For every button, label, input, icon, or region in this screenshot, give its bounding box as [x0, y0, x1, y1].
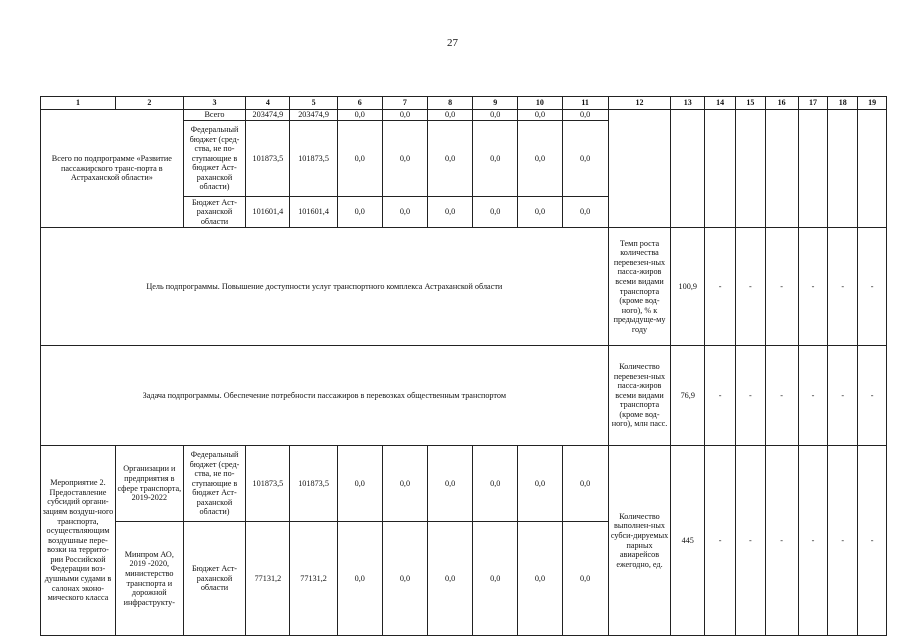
amount-cell: 0,0	[518, 121, 562, 197]
amount-cell: 0,0	[337, 121, 382, 197]
amount-cell: 203474,9	[290, 110, 337, 121]
header-row	[41, 97, 887, 110]
amount-cell: 0,0	[473, 446, 518, 522]
amount-cell: 0,0	[428, 446, 473, 522]
program-table	[40, 96, 887, 636]
amount-cell: 101873,5	[246, 121, 290, 197]
col-header: 9	[473, 97, 518, 110]
col-header: 19	[858, 97, 887, 110]
empty-cell	[765, 110, 798, 228]
dash-cell: -	[798, 446, 828, 636]
col-header: 5	[290, 97, 337, 110]
subprogram-task: Задача подпрограммы. Обеспечение потребности пассажиров в перевозках общественным транспортом	[41, 346, 609, 446]
dash-cell: -	[735, 346, 765, 446]
indicator-value: 445	[671, 446, 705, 636]
amount-cell: 0,0	[518, 446, 562, 522]
amount-cell: 0,0	[562, 446, 608, 522]
amount-cell: 101873,5	[290, 446, 337, 522]
measure-title: Мероприятие 2. Предоставление субсидий органи-зациям воздуш-ного транспорта, осуществляющим воздушные пере-возки на террито-рии Российской Федерации воз-душными судами в салонах эконо-мического класса	[41, 446, 116, 636]
amount-cell: 0,0	[382, 446, 427, 522]
amount-cell: 0,0	[562, 522, 608, 636]
dash-cell: -	[798, 346, 828, 446]
dash-cell: -	[828, 228, 858, 346]
empty-cell	[735, 110, 765, 228]
amount-cell: 0,0	[473, 121, 518, 197]
dash-cell: -	[735, 228, 765, 346]
amount-cell: 0,0	[473, 110, 518, 121]
table-row	[41, 110, 887, 121]
funding-source: Бюджет Аст-раханской области	[183, 197, 246, 228]
amount-cell: 0,0	[382, 121, 427, 197]
amount-cell: 0,0	[562, 121, 608, 197]
amount-cell: 77131,2	[246, 522, 290, 636]
dash-cell: -	[765, 346, 798, 446]
col-header: 17	[798, 97, 828, 110]
empty-cell	[858, 110, 887, 228]
dash-cell: -	[858, 446, 887, 636]
dash-cell: -	[705, 346, 736, 446]
amount-cell: 0,0	[562, 110, 608, 121]
amount-cell: 0,0	[428, 110, 473, 121]
dash-cell: -	[798, 228, 828, 346]
col-header: 11	[562, 97, 608, 110]
col-header: 7	[382, 97, 427, 110]
empty-cell	[705, 110, 736, 228]
amount-cell: 101873,5	[290, 121, 337, 197]
indicator-cell: Количество выполнен-ных субси-дируемых парных авиарейсов ежегодно, ед.	[608, 446, 671, 636]
col-header: 10	[518, 97, 562, 110]
amount-cell: 101601,4	[246, 197, 290, 228]
funding-source: Бюджет Аст-раханской области	[183, 522, 246, 636]
col-header: 8	[428, 97, 473, 110]
dash-cell: -	[828, 446, 858, 636]
empty-cell	[608, 110, 671, 228]
subprogram-goal: Цель подпрограммы. Повышение доступности услуг транспортного комплекса Астраханской области	[41, 228, 609, 346]
amount-cell: 0,0	[382, 522, 427, 636]
measure-row	[41, 446, 887, 522]
dash-cell: -	[705, 228, 736, 346]
dash-cell: -	[858, 228, 887, 346]
amount-cell: 0,0	[518, 522, 562, 636]
empty-cell	[798, 110, 828, 228]
page-number: 27	[447, 37, 458, 49]
subprogram-total-label: Всего по подпрограмме «Развитие пассажирского транс-порта в Астраханской области»	[41, 110, 184, 228]
dash-cell: -	[828, 346, 858, 446]
col-header: 6	[337, 97, 382, 110]
amount-cell: 0,0	[428, 121, 473, 197]
col-header: 4	[246, 97, 290, 110]
indicator-value: 76,9	[671, 346, 705, 446]
col-header: 1	[41, 97, 116, 110]
amount-cell: 0,0	[518, 197, 562, 228]
amount-cell: 0,0	[473, 197, 518, 228]
amount-cell: 0,0	[473, 522, 518, 636]
amount-cell: 0,0	[337, 522, 382, 636]
goal-row	[41, 228, 887, 346]
indicator-cell: Темп роста количества перевезен-ных пасса-жиров всеми видами транспорта (кроме вод-ного), % к предыдуще-му году	[608, 228, 671, 346]
empty-cell	[671, 110, 705, 228]
dash-cell: -	[765, 228, 798, 346]
dash-cell: -	[765, 446, 798, 636]
dash-cell: -	[858, 346, 887, 446]
col-header: 3	[183, 97, 246, 110]
amount-cell: 0,0	[428, 197, 473, 228]
amount-cell: 77131,2	[290, 522, 337, 636]
amount-cell: 0,0	[337, 446, 382, 522]
amount-cell: 0,0	[337, 110, 382, 121]
dash-cell: -	[705, 446, 736, 636]
amount-cell: 0,0	[428, 522, 473, 636]
amount-cell: 0,0	[518, 110, 562, 121]
amount-cell: 101601,4	[290, 197, 337, 228]
amount-cell: 101873,5	[246, 446, 290, 522]
funding-source: Федеральный бюджет (сред-ства, не по-ступающие в бюджет Аст-раханской области)	[183, 446, 246, 522]
col-header: 16	[765, 97, 798, 110]
amount-cell: 203474,9	[246, 110, 290, 121]
measure-executor: Организации и предприятия в сфере транспорта, 2019-2022	[115, 446, 183, 522]
col-header: 18	[828, 97, 858, 110]
col-header: 14	[705, 97, 736, 110]
indicator-value: 100,9	[671, 228, 705, 346]
task-row	[41, 346, 887, 446]
measure-executor: Минпром АО, 2019 -2020, министерство транспорта и дорожной инфраструкту-	[115, 522, 183, 636]
col-header: 15	[735, 97, 765, 110]
empty-cell	[828, 110, 858, 228]
indicator-cell: Количество перевезен-ных пасса-жиров всеми видами транспорта (кроме вод-ного), млн пасс.	[608, 346, 671, 446]
amount-cell: 0,0	[382, 197, 427, 228]
col-header: 12	[608, 97, 671, 110]
amount-cell: 0,0	[562, 197, 608, 228]
amount-cell: 0,0	[337, 197, 382, 228]
funding-source: Федеральный бюджет (сред-ства, не по-ступающие в бюджет Аст-раханской области)	[183, 121, 246, 197]
col-header: 13	[671, 97, 705, 110]
amount-cell: 0,0	[382, 110, 427, 121]
funding-source: Всего	[183, 110, 246, 121]
col-header: 2	[115, 97, 183, 110]
dash-cell: -	[735, 446, 765, 636]
